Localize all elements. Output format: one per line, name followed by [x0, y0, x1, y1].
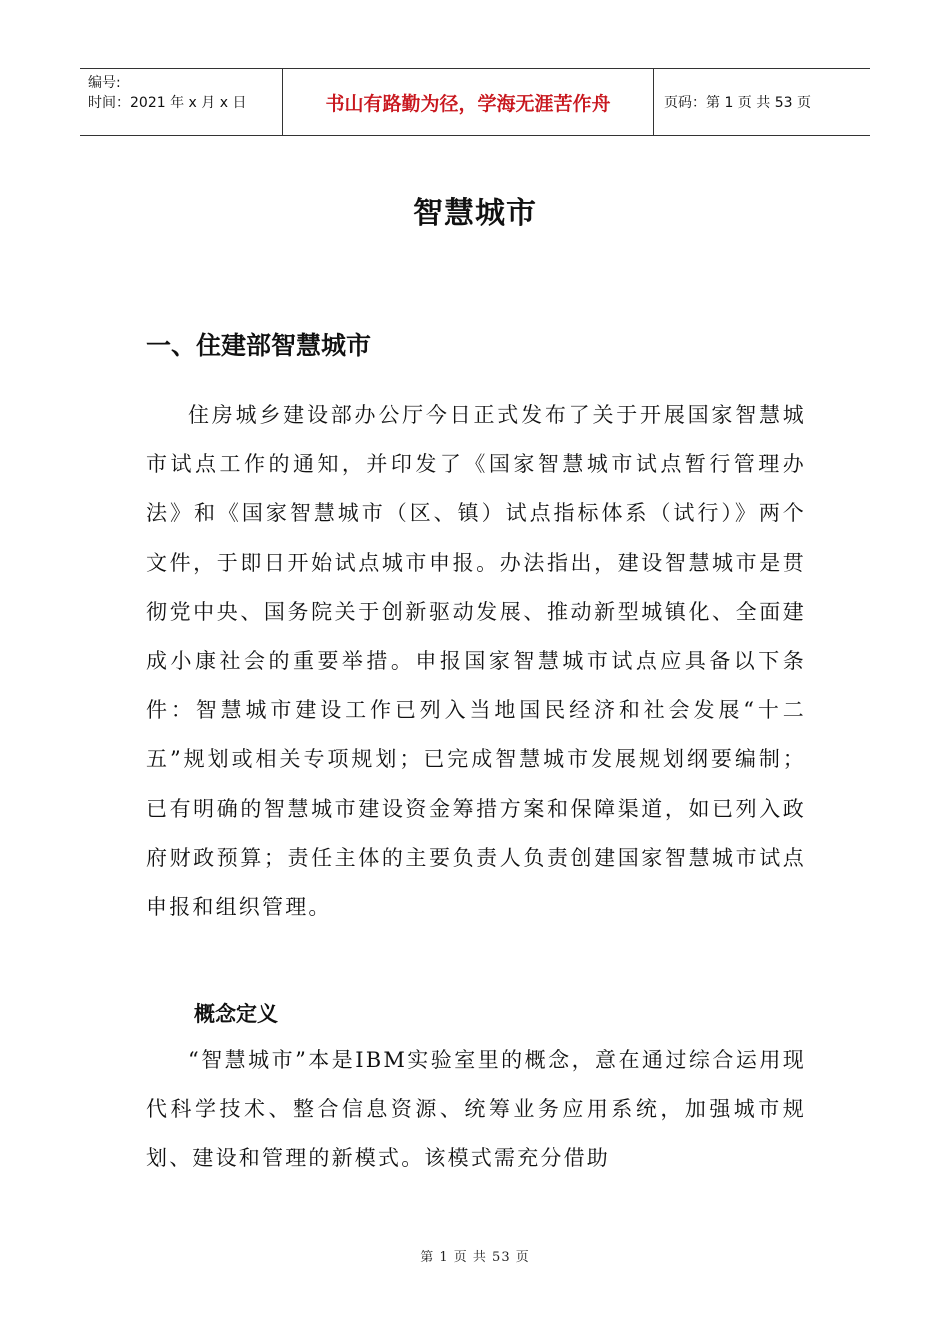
header-page-info: 页码：第 1 页 共 53 页 — [664, 95, 811, 111]
document-number-label: 编号: — [88, 75, 121, 91]
page-footer: 第 1 页 共 53 页 — [420, 1250, 530, 1265]
concept-paragraph: “智慧城市”本是IBM实验室里的概念，意在通过综合运用现代科学技术、整合信息资源、统筹业务应用系统，加强城市规划、建设和管理的新模式。该模式需充分借助 — [146, 1048, 806, 1171]
document-time-label: 时间：2021 年 x 月 x 日 — [88, 95, 247, 111]
document-header — [80, 68, 870, 136]
section-paragraph: 住房城乡建设部办公厅今日正式发布了关于开展国家智慧城市试点工作的通知，并印发了《国家智慧城市试点暂行管理办法》和《国家智慧城市（区、镇）试点指标体系（试行）》两个文件，于即日开始试点城市申报。办法指出，建设智慧城市是贯彻党中央、国务院关于创新驱动发展、推动新型城镇化、全面建成小康社会的重要举措。申报国家智慧城市试点应具备以下条件：智慧城市建设工作已列入当地国民经济和社会发展“十二五”规划或相关专项规划；已完成智慧城市发展规划纲要编制；已有明确的智慧城市建设资金筹措方案和保障渠道，如已列入政府财政预算；责任主体的主要负责人负责创建国家智慧城市试点申报和组织管理。 — [146, 403, 806, 920]
document-title: 智慧城市 — [413, 196, 537, 231]
concept-subheading: 概念定义 — [194, 1002, 278, 1026]
header-motto: 书山有路勤为径，学海无涯苦作舟 — [282, 69, 654, 135]
section-heading: 一、住建部智慧城市 — [146, 331, 372, 360]
header-meta-cell — [80, 69, 282, 135]
